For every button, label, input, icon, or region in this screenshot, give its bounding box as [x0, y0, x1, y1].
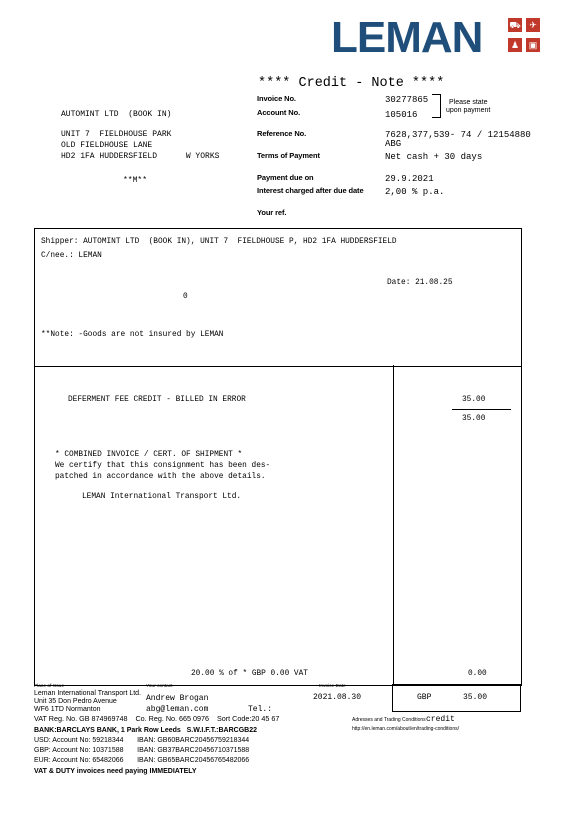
zero-value: 0	[183, 293, 188, 301]
please-state-text: Please state	[449, 99, 488, 106]
terms-note: Adresses and Trading Conditions	[352, 717, 426, 723]
footer-address-1: Unit 35 Don Pedro Avenue	[34, 698, 117, 705]
marker: **M**	[123, 176, 148, 185]
combined-line-1: * COMBINED INVOICE / CERT. OF SHIPMENT *	[55, 451, 243, 459]
combined-line-2: We certify that this consignment has been des-	[55, 462, 271, 470]
vat-line: 20.00 % of * GBP 0.00 VAT	[191, 670, 308, 678]
consignee-line: C/nee.: LEMAN	[41, 252, 102, 260]
document-title: **** Credit - Note ****	[258, 76, 445, 91]
upon-payment-text: upon payment	[446, 107, 491, 114]
eur-account: EUR: Account No: 65482066 IBAN: GB65BARC20456765482066	[34, 757, 250, 764]
invoice-date-label: Invoice Date	[319, 684, 346, 689]
items-box	[34, 365, 522, 686]
vat-reg: VAT Reg. No. GB 874969748 Co. Reg. No. 665 0976 Sort Code:20 45 67	[34, 714, 280, 723]
terms-value: Net cash + 30 days	[385, 152, 483, 162]
reference-abg: ABG	[385, 139, 402, 149]
vat-duty-note: VAT & DUTY invoices need paying IMMEDIATELY	[34, 768, 197, 775]
contact-email[interactable]: abg@leman.com	[146, 705, 209, 714]
insurance-note: **Note: -Goods are not insured by LEMAN	[41, 331, 224, 339]
interest-label: Interest charged after due date	[257, 186, 364, 195]
combined-line-3: patched in accordance with the above details.	[55, 473, 266, 481]
address-line-4: HD2 1FA HUDDERSFIELD W YORKS	[61, 152, 220, 161]
shipper-line: Shipper: AUTOMINT LTD (BOOK IN), UNIT 7 FIELDHOUSE P, HD2 1FA HUDDERSFIELD	[41, 238, 397, 246]
contact-label: Your contact	[146, 684, 173, 689]
invoice-date: 2021.08.30	[313, 693, 362, 702]
payment-due-label: Payment due on	[257, 173, 314, 182]
invoice-no-label: Invoice No.	[257, 94, 296, 103]
usd-account: USD: Account No: 59218344 IBAN: GB60BARC20456759218344	[34, 737, 250, 744]
leman-logo	[331, 13, 538, 62]
total-box	[392, 684, 521, 712]
contact-tel: Tel.:	[248, 705, 273, 714]
amount-column-divider	[393, 365, 394, 685]
address-line-1: AUTOMINT LTD (BOOK IN)	[61, 110, 172, 119]
line-description: DEFERMENT FEE CREDIT - BILLED IN ERROR	[68, 396, 246, 404]
address-line-3: OLD FIELDHOUSE LANE	[61, 141, 153, 150]
account-no: 105016	[385, 110, 418, 120]
total-amount: 35.00	[463, 693, 488, 702]
bank-line: BANK:BARCLAYS BANK, 1 Park Row Leeds S.W.I.F.T.:BARCGB22	[34, 727, 257, 734]
contact-name: Andrew Brogan	[146, 694, 209, 703]
place-label: Place of Issue	[34, 684, 65, 689]
address-line-2: UNIT 7 FIELDHOUSE PARK	[61, 130, 172, 139]
payment-due: 29.9.2021	[385, 174, 434, 184]
reference-label: Reference No.	[257, 129, 307, 138]
gbp-account: GBP: Account No: 10371588 IBAN: GB37BARC20456710371588	[34, 747, 250, 754]
footer-address-2: WF6 1TD Normanton	[34, 706, 101, 713]
truck-icon: ⛟	[509, 20, 521, 30]
logo-text: LEMAN	[331, 13, 483, 62]
invoice-no: 30277865	[385, 95, 429, 105]
vat-amount: 0.00	[468, 670, 487, 678]
shipment-box	[34, 228, 522, 367]
footer-company: Leman International Transport Ltd.	[34, 690, 142, 697]
interest-value: 2,00 % p.a.	[385, 187, 445, 197]
plane-icon: ✈	[526, 18, 540, 32]
subtotal-rule	[452, 409, 511, 410]
line-amount: 35.00	[462, 396, 486, 404]
person-icon: ♟	[508, 38, 522, 52]
bracket	[432, 94, 441, 118]
company-line: LEMAN International Transport Ltd.	[82, 493, 242, 501]
reference-no: 7628,377,539- 74 / 12154880	[385, 130, 531, 140]
total-currency: GBP	[417, 693, 432, 702]
your-ref-label: Your ref.	[257, 208, 287, 217]
box-icon: ▣	[526, 38, 540, 52]
terms-label: Terms of Payment	[257, 151, 320, 160]
credit-word: credit	[426, 715, 455, 724]
terms-url[interactable]: http://en.leman.com/about/en/trading-conditions/	[352, 726, 460, 732]
shipment-date: Date: 21.08.25	[387, 279, 453, 287]
account-no-label: Account No.	[257, 108, 301, 117]
subtotal: 35.00	[462, 415, 486, 423]
